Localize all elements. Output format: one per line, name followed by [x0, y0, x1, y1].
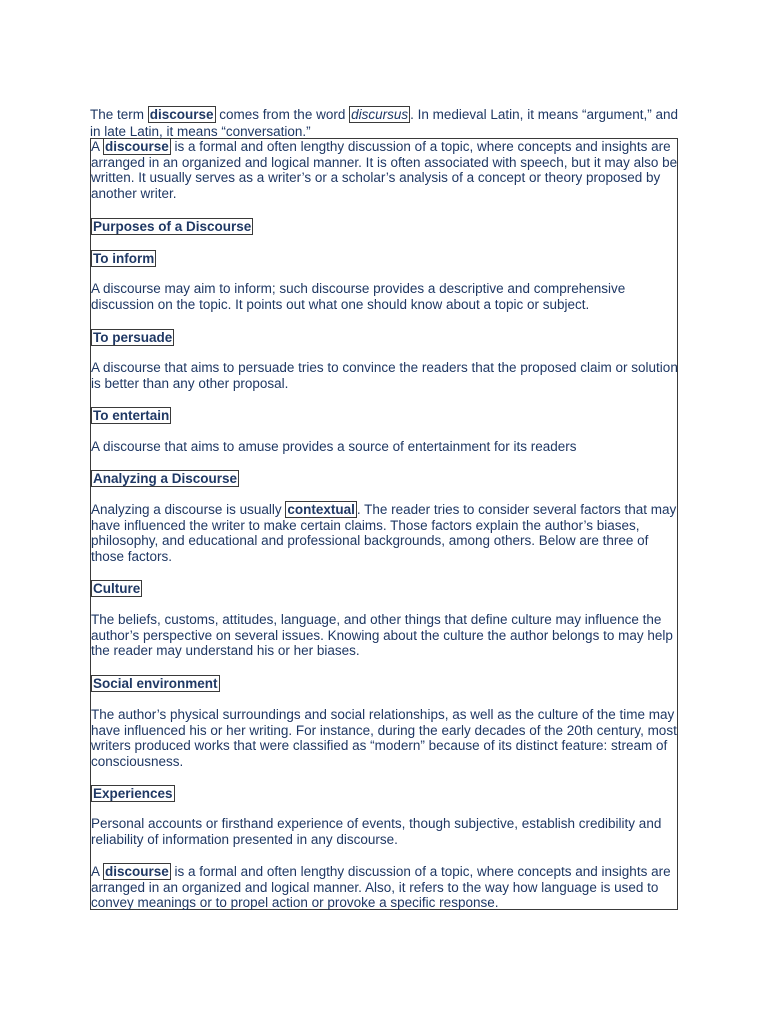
closing-paragraph	[91, 864, 679, 911]
inform-heading-row	[91, 250, 679, 267]
entertain-paragraph: A discourse that aims to amuse provides a source of entertainment for its readers	[91, 439, 577, 454]
term-discursus: discursus	[351, 106, 409, 122]
persuade-paragraph: A discourse that aims to persuade tries to convince the readers that the proposed claim or solution is better than any other proposal.	[91, 360, 678, 391]
experiences-heading-row	[91, 785, 679, 802]
social-heading-row	[91, 675, 679, 692]
purposes-heading: Purposes of a Discourse	[93, 219, 252, 234]
experiences-paragraph: Personal accounts or firsthand experience of events, though subjective, establish credibility and reliability of information presented in any discourse.	[91, 816, 662, 847]
entertain-heading-row	[91, 407, 679, 424]
persuade-heading-row	[91, 329, 679, 346]
definition-paragraph	[91, 139, 679, 201]
social-paragraph: The author’s physical surroundings and social relationships, as well as the culture of the time may have influenced his or her writing. For instance, during the early decades of the 20th century, most writers produced works that were classified as “modern” because of its distinct feature: stream of consciousness.	[91, 707, 677, 769]
culture-paragraph: The beliefs, customs, attitudes, language, and other things that define culture may influence the author’s perspective on several issues. Knowing about the culture the author belongs to may help the reader may understand his or her biases.	[91, 612, 673, 658]
term-contextual: contextual	[287, 502, 355, 517]
analyzing-text: Analyzing a discourse is usually	[91, 502, 286, 517]
analyzing-text: . The reader tries to consider several factors that may have influenced the writer to make certain claims. Those factors explain the author’s biases, philosophy, and educational and professional backgrounds, among others. Below are three of those factors.	[91, 502, 677, 564]
closing-text: A	[91, 864, 104, 879]
inform-paragraph: A discourse may aim to inform; such discourse provides a descriptive and comprehensive discussion on the topic. It points out what one should know about a topic or subject.	[91, 281, 626, 312]
entertain-heading: To entertain	[93, 408, 170, 423]
intro-text: . In medieval Latin, it means “argument,” and in late Latin, it means “conversation.”	[90, 106, 679, 139]
closing-text: is a formal and often lengthy discussion of a topic, where concepts and insights are arranged in an organized and logical manner. Also, it refers to the way how language is used to convey meanings or to propel action or provoke a specific response.	[91, 864, 671, 910]
intro-paragraph	[90, 106, 678, 141]
experiences-heading: Experiences	[93, 786, 173, 801]
social-heading: Social environment	[93, 676, 218, 691]
analyzing-heading: Analyzing a Discourse	[93, 471, 238, 486]
analyzing-paragraph	[91, 502, 679, 564]
term-discourse: discourse	[149, 106, 214, 122]
analyzing-heading-row	[91, 470, 679, 487]
purposes-heading-row	[91, 218, 679, 235]
term-discourse: discourse	[105, 864, 169, 879]
intro-text: comes from the word	[215, 106, 350, 122]
culture-heading-row	[91, 580, 679, 597]
inform-heading: To inform	[93, 251, 155, 266]
persuade-heading: To persuade	[93, 330, 173, 345]
definition-text: A	[91, 139, 104, 154]
term-discourse: discourse	[105, 139, 169, 154]
definition-text: is a formal and often lengthy discussion of a topic, where concepts and insights are arranged in an organized and logical manner. It is often associated with speech, but it may also be written. It usually serves as a writer’s or a scholar’s analysis of a concept or theory proposed by another writer.	[91, 139, 678, 201]
intro-text: The term	[90, 106, 148, 122]
content-box	[90, 138, 678, 910]
culture-heading: Culture	[93, 581, 141, 596]
